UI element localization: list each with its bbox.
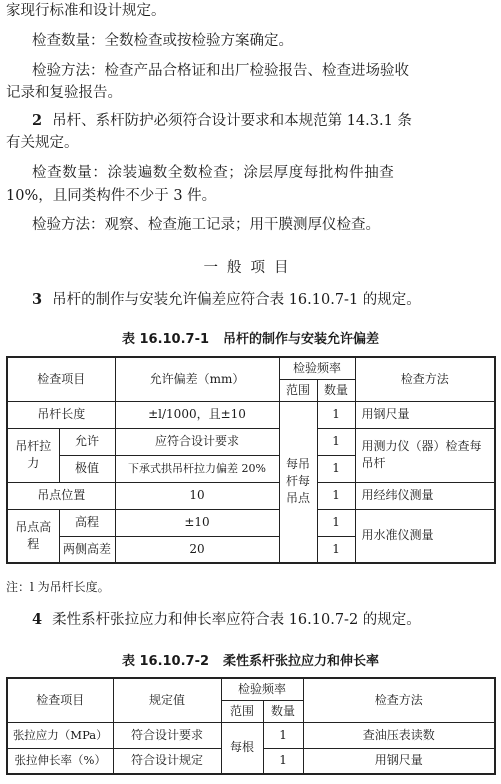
table-hanger-tolerance [6,356,496,564]
cell-force-allow-tolerance: 应符合设计要求 [115,428,279,455]
row-force-allow: 允许 [59,428,115,455]
cell-elevation-difference-tolerance: 20 [115,536,279,563]
cell-elevation-method: 用水准仪测量 [355,509,495,563]
table-1-caption [0,328,501,347]
table-2-caption [0,650,501,669]
cell-force-limit-tolerance: 下承式拱吊杆拉力偏差 20% [115,455,279,482]
cell-position-tolerance: 10 [115,482,279,509]
cell-elongation-value: 符合设计规定 [113,748,221,774]
inspection-method-paragraph-line2: 记录和复验报告。 [6,85,122,101]
header-range: 范围 [221,700,263,722]
inspection-quantity-paragraph: 检查数量：全数检查或按检验方案确定。 [32,33,293,49]
row-tension-stress: 张拉应力（MPa） [7,722,113,748]
cell-elongation-count: 1 [263,748,303,774]
clause-2-line1 [32,110,412,132]
clause-number: 3 [32,291,43,308]
table-tie-rod-tension [6,677,496,775]
table-number: 表 16.10.7-1 [121,332,210,347]
header-check-item: 检查项目 [7,678,113,722]
header-frequency: 检验频率 [279,357,355,379]
coating-quantity-line2: 10%，且同类构件不少于 3 件。 [6,188,217,204]
table-title: 柔性系杆张拉应力和伸长率 [223,654,380,669]
table-1-note: 注：l 为吊杆长度。 [6,580,110,594]
header-tolerance: 允许偏差（mm） [115,357,279,401]
row-elongation: 张拉伸长率（%） [7,748,113,774]
header-range: 范围 [279,379,317,401]
header-count: 数量 [317,379,355,401]
header-specified-value: 规定值 [113,678,221,722]
row-hanging-point-position: 吊点位置 [7,482,115,509]
cell-force-method: 用测力仪（器）检查每吊杆 [355,428,495,482]
cell-elevation-tolerance: ±10 [115,509,279,536]
clause-number: 4 [32,611,43,628]
cell-length-method: 用钢尺量 [355,401,495,428]
cell-elevation-difference-count: 1 [317,536,355,563]
header-check-item: 检查项目 [7,357,115,401]
coating-quantity-line1: 检查数量：涂装遍数全数检查；涂层厚度每批构件抽查 [32,165,395,181]
inspection-method-paragraph-line1: 检验方法：检查产品合格证和出厂检验报告、检查进场验收 [32,63,409,79]
cell-position-method: 用经纬仪测量 [355,482,495,509]
group-hanger-force: 吊杆拉力 [7,428,59,482]
clause-3 [32,289,421,311]
cell-length-count: 1 [317,401,355,428]
cell-stress-method: 查油压表读数 [303,722,495,748]
row-elevation: 高程 [59,509,115,536]
group-hanging-point-elevation: 吊点高程 [7,509,59,563]
row-elevation-difference: 两侧高差 [59,536,115,563]
cell-range-all: 每吊杆每吊点 [279,401,317,563]
header-count: 数量 [263,700,303,722]
paragraph-continuation: 家现行标准和设计规定。 [6,3,166,19]
cell-length-tolerance: ±l/1000，且±10 [115,401,279,428]
table-title: 吊杆的制作与安装允许偏差 [223,332,380,347]
clause-number: 2 [32,112,43,129]
table-number: 表 16.10.7-2 [121,654,210,669]
header-frequency: 检验频率 [221,678,303,700]
row-hanger-length: 吊杆长度 [7,401,115,428]
clause-2-line2: 有关规定。 [6,135,79,151]
cell-position-count: 1 [317,482,355,509]
cell-elevation-count: 1 [317,509,355,536]
cell-stress-value: 符合设计要求 [113,722,221,748]
section-title-general-items: 一般项目 [203,260,298,276]
clause-text: 柔性系杆张拉应力和伸长率应符合表 16.10.7-2 的规定。 [52,612,421,628]
cell-force-allow-count: 1 [317,428,355,455]
clause-text: 吊杆、系杆防护必须符合设计要求和本规范第 14.3.1 条 [52,113,412,129]
cell-stress-count: 1 [263,722,303,748]
cell-range-all: 每根 [221,722,263,774]
header-method: 检查方法 [355,357,495,401]
row-force-limit: 极值 [59,455,115,482]
cell-force-limit-count: 1 [317,455,355,482]
clause-4 [32,609,421,631]
header-method: 检查方法 [303,678,495,722]
cell-elongation-method: 用钢尺量 [303,748,495,774]
coating-method-paragraph: 检验方法：观察、检查施工记录；用干膜测厚仪检查。 [32,217,380,233]
clause-text: 吊杆的制作与安装允许偏差应符合表 16.10.7-1 的规定。 [52,292,421,308]
